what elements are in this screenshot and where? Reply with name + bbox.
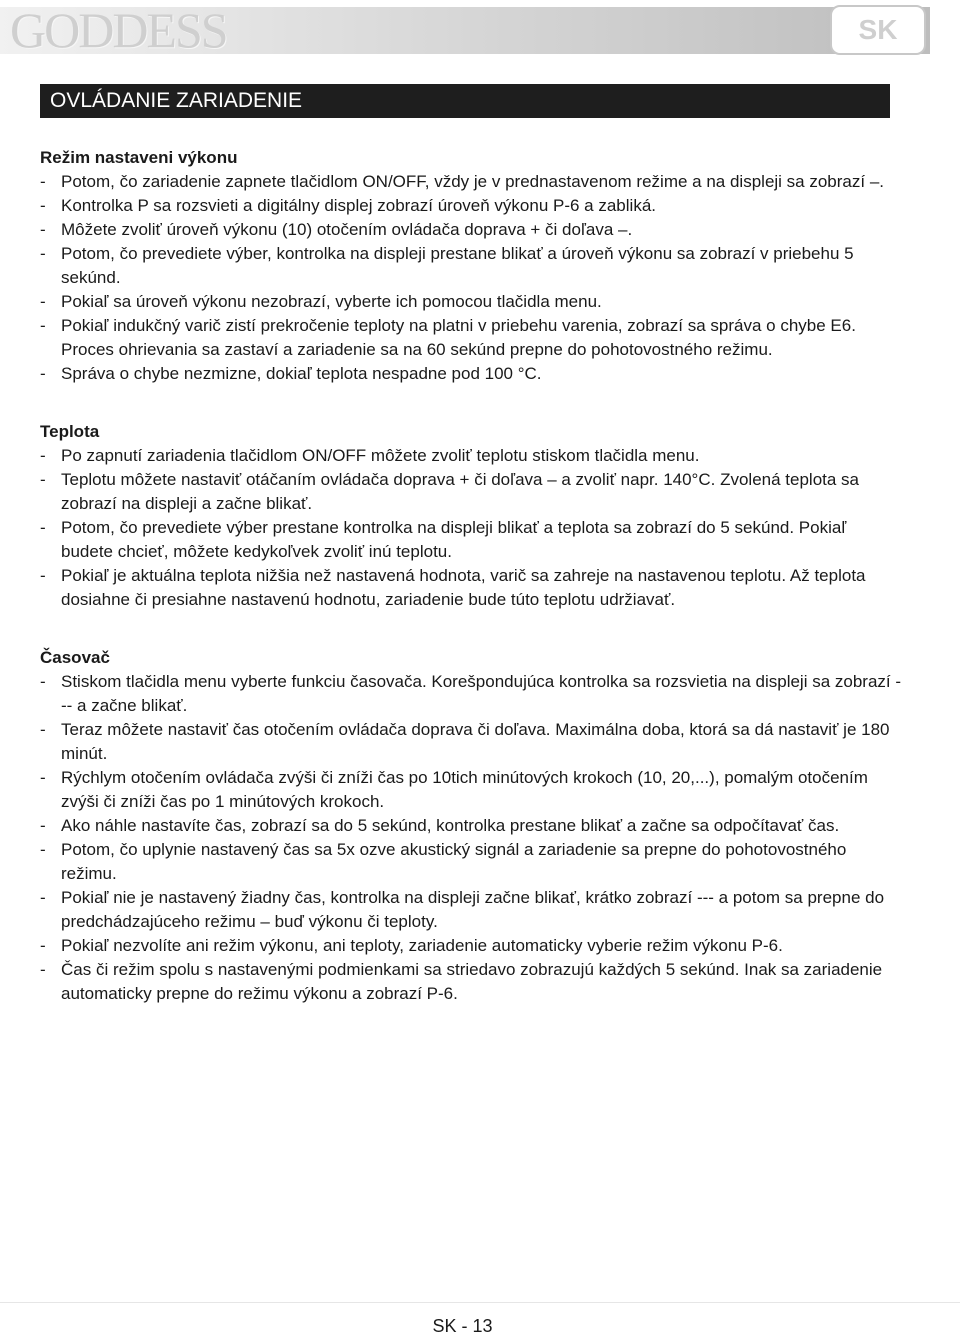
list-item: - Pokiaľ indukčný varič zistí prekročenie teploty na platni v priebehu varenia, zobrazí sa správa o chybe E6. Proces ohrievania sa zastaví a zariadenie sa na 60 sekúnd prepne do pohotovostného režimu. (40, 314, 902, 362)
list-item: - Po zapnutí zariadenia tlačidlom ON/OFF môžete zvoliť teplotu stiskom tlačidla menu. (40, 444, 902, 468)
bullet-list (40, 444, 902, 612)
page-number: SK - 13 (432, 1316, 493, 1336)
list-item: - Pokiaľ sa úroveň výkonu nezobrazí, vyberte ich pomocou tlačidla menu. (40, 290, 902, 314)
list-item: - Môžete zvoliť úroveň výkonu (10) otočením ovládača doprava + či doľava –. (40, 218, 902, 242)
language-badge (830, 5, 926, 55)
list-item: - Pokiaľ je aktuálna teplota nižšia než nastavená hodnota, varič sa zahreje na nastavenou teplotu. Až teplota dosiahne či presiahne nastavenú hodnotu, zariadenie bude túto teplotu udržiavať. (40, 564, 902, 612)
document-body (40, 146, 902, 1040)
list-item: - Potom, čo prevediete výber, kontrolka na displeji prestane blikať a úroveň výkonu sa zobrazí v priebehu 5 sekúnd. (40, 242, 902, 290)
list-item: - Potom, čo prevediete výber prestane kontrolka na displeji blikať a teplota sa zobrazí do 5 sekúnd. Pokiaľ budete chcieť, môžete kedykoľvek zvoliť inú teplotu. (40, 516, 902, 564)
section-heading: Teplota (40, 422, 100, 441)
list-item: - Potom, čo zariadenie zapnete tlačidlom ON/OFF, vždy je v prednastavenom režime a na displeji sa zobrazí –. (40, 170, 902, 194)
bullet-list (40, 170, 902, 386)
section-temperature (40, 420, 902, 612)
list-item: - Teplotu môžete nastaviť otáčaním ovládača doprava + či doľava – a zvoliť napr. 140°C. Zvolená teplota sa zobrazí na displeji a začne blikať. (40, 468, 902, 516)
list-item: - Ako náhle nastavíte čas, zobrazí sa do 5 sekúnd, kontrolka prestane blikať a začne sa odpočítavať čas. (40, 814, 902, 838)
list-item: - Pokiaľ nie je nastavený žiadny čas, kontrolka na displeji začne blikať, krátko zobrazí --- a potom sa prepne do predchádzajúceho režimu – buď výkonu či teploty. (40, 886, 902, 934)
section-heading: Časovač (40, 648, 110, 667)
list-item: - Kontrolka P sa rozsvieti a digitálny displej zobrazí úroveň výkonu P-6 a zabliká. (40, 194, 902, 218)
list-item: - Správa o chybe nezmizne, dokiaľ teplota nespadne pod 100 °C. (40, 362, 902, 386)
list-item: - Stiskom tlačidla menu vyberte funkciu časovača. Korešpondujúca kontrolka sa rozsvietia na displeji sa zobrazí --- a začne blikať. (40, 670, 902, 718)
language-code: SK (858, 14, 898, 45)
section-power-mode (40, 146, 902, 386)
list-item: - Potom, čo uplynie nastavený čas sa 5x ozve akustický signál a zariadenie sa prepne do pohotovostného režimu. (40, 838, 902, 886)
section-heading: Režim nastaveni výkonu (40, 148, 238, 167)
list-item: - Rýchlym otočením ovládača zvýši či zníži čas po 10tich minútových krokoch (10, 20,...), pomalým otočením zvýši či zníži čas po 1 minútových krokoch. (40, 766, 902, 814)
section-title: OVLÁDANIE ZARIADENIE (50, 89, 303, 112)
list-item: - Teraz môžete nastaviť čas otočením ovládača doprava či doľava. Maximálna doba, ktorá sa dá nastaviť je 180 minút. (40, 718, 902, 766)
list-item: - Čas či režim spolu s nastavenými podmienkami sa striedavo zobrazujú každých 5 sekúnd. Inak sa zariadenie automaticky prepne do režimu výkonu a zobrazí P-6. (40, 958, 902, 1006)
bullet-list (40, 670, 902, 1006)
section-title-bar (40, 84, 890, 118)
footer-divider (0, 1302, 960, 1303)
section-timer (40, 646, 902, 1006)
brand-logo: GODDESS (10, 2, 227, 58)
list-item: - Pokiaľ nezvolíte ani režim výkonu, ani teploty, zariadenie automaticky vyberie režim výkonu P-6. (40, 934, 902, 958)
